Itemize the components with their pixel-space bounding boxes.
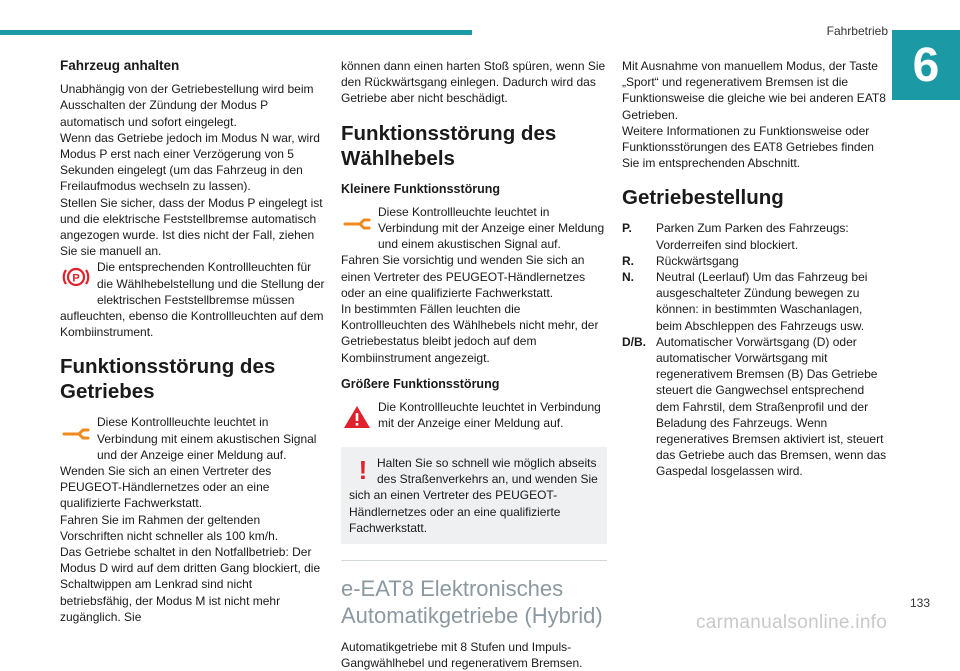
parking-brake-warning-icon bbox=[60, 261, 92, 293]
divider bbox=[341, 560, 607, 561]
paragraph: Fahren Sie im Rahmen der geltenden Vorschriften nicht schneller als 100 km/h. bbox=[60, 512, 279, 543]
column-1 bbox=[60, 58, 326, 625]
paragraph: Unabhängig von der Getriebestellung wird beim Ausschalten der Zündung der Modus P automatisch und sofort eingelegt. bbox=[60, 82, 314, 129]
column-3 bbox=[622, 58, 888, 480]
gear-text: Rückwärtsgang bbox=[656, 253, 739, 268]
heading-funktionsstoerung-getriebe: Funktionsstörung des Getriebes bbox=[60, 355, 276, 404]
gear-item bbox=[622, 220, 888, 252]
heading-getriebestellung: Getriebestellung bbox=[622, 186, 784, 210]
heading-funktionsstoerung-waehlhebel: Funktionsstörung des Wählhebels bbox=[341, 121, 557, 170]
klein-warning-note bbox=[341, 204, 607, 253]
subheading-groessere: Größere Funktionsstörung bbox=[341, 376, 500, 391]
warning-triangle-icon bbox=[341, 401, 373, 433]
gear-key: D/B. bbox=[622, 334, 646, 349]
exclamation-icon: ! bbox=[358, 455, 368, 486]
paragraph: In bestimmten Fällen leuchten die Kontrollleuchten des Wählhebels nicht mehr, der Getriebestatus bleibt jedoch auf dem Kombiinstrument angezeigt. bbox=[341, 302, 599, 365]
column-2 bbox=[341, 58, 607, 671]
gross-warning-note bbox=[341, 399, 607, 435]
chapter-tab: 6 bbox=[892, 30, 960, 100]
section-title: Fahrbetrieb bbox=[826, 24, 888, 38]
wrench-icon bbox=[341, 206, 373, 238]
gear-item bbox=[622, 253, 888, 269]
warning-box bbox=[341, 447, 607, 544]
wrench-icon bbox=[60, 416, 92, 448]
gear-item bbox=[622, 334, 888, 480]
gear-item bbox=[622, 269, 888, 334]
warning-text: Halten Sie so schnell wie möglich abseits des Straßenverkehrs an, und wenden Sie sich an einen Vertreter des PEUGEOT-Händlernetzes oder an eine qualifizierte Fachwerkstatt. bbox=[349, 456, 598, 535]
paragraph: Die Kontrollleuchte leuchtet in Verbindung mit der Anzeige einer Meldung auf. bbox=[378, 400, 601, 431]
gear-text: Neutral (Leerlauf) Um das Fahrzeug bei ausgeschalteter Zündung bewegen zu können: in bestimmten Waschanlagen, beim Abschleppen des Fahrzeugs usw. bbox=[656, 270, 868, 333]
gear-key: N. bbox=[622, 270, 634, 285]
gear-text: Parken Zum Parken des Fahrzeugs: Vorderreifen sind blockiert. bbox=[656, 221, 849, 252]
page-number: 133 bbox=[909, 596, 930, 610]
getriebe-warning-note bbox=[60, 414, 326, 463]
paragraph: Fahren Sie vorsichtig und wenden Sie sich an einen Vertreter des PEUGEOT-Händlernetzes oder an eine qualifizierte Fachwerkstatt. bbox=[341, 253, 586, 300]
gear-text: Automatischer Vorwärtsgang (D) oder automatischer Vorwärtsgang mit regenerativem Bremsen (B) Das Getriebe steuert die Gangwechsel entsprechend dem Fahrstil, dem Straßenprofil und der Beladung des Fahrzeugs. Wenn regeneratives Bremsen aktiviert ist, steuert das Getriebe auch das Bremsen, wenn das Gaspedal losgelassen wird. bbox=[656, 334, 887, 479]
paragraph: Das Getriebe schaltet in den Notfallbetrieb: Der Modus D wird auf dem dritten Gang blockiert, die Schaltwippen am Lenkrad sind nicht betriebsfähig, der Modus M ist nicht mehr zugänglich. Sie bbox=[60, 545, 321, 624]
gear-key: P. bbox=[622, 221, 632, 236]
paragraph: Diese Kontrollleuchte leuchtet in Verbindung mit der Anzeige einer Meldung und einem akustischen Signal auf. bbox=[378, 204, 605, 252]
parkbrake-note bbox=[60, 259, 326, 340]
header-accent-bar bbox=[0, 30, 472, 35]
paragraph: Stellen Sie sicher, dass der Modus P eingelegt ist und die elektrische Feststellbremse automatisch angezogen wurde. Ist dies nicht der Fall, ziehen Sie sie manuell an. bbox=[60, 195, 323, 259]
paragraph: Wenn das Getriebe jedoch im Modus N war, wird Modus P erst nach einer Verzögerung von 5 Sekunden eingelegt (um das Fahrzeug in den Freilaufmodus wechseln zu lassen). bbox=[60, 130, 320, 194]
paragraph: Mit Ausnahme von manuellem Modus, der Taste „Sport“ und regenerativem Bremsen ist die Funktionsweise die gleiche wie bei anderen EAT8 Getrieben. bbox=[622, 59, 886, 122]
heading-fahrzeug-anhalten: Fahrzeug anhalten bbox=[60, 58, 180, 73]
paragraph: Automatikgetriebe mit 8 Stufen und Impuls-Gangwählhebel und regenerativem Bremsen. bbox=[341, 640, 583, 671]
gear-key: R. bbox=[622, 253, 634, 268]
paragraph: Weitere Informationen zu Funktionsweise oder Funktionsstörungen des EAT8 Getriebes finden Sie im entsprechenden Abschnitt. bbox=[622, 123, 874, 171]
heading-e-eat8: e-EAT8 Elektronisches Automatikgetriebe (Hybrid) bbox=[341, 576, 603, 629]
paragraph: Diese Kontrollleuchte leuchtet in Verbindung mit einem akustischen Signal und der Anzeige einer Meldung auf. bbox=[97, 415, 317, 462]
svg-text:P: P bbox=[72, 272, 80, 285]
watermark: carmanualsonline.info bbox=[696, 612, 888, 633]
paragraph: Die entsprechenden Kontrollleuchten für die Wählhebelstellung und die Stellung der elektrischen Feststellbremse müssen aufleuchten, ebenso die Kontrollleuchten auf dem Kombiinstrument. bbox=[60, 260, 325, 340]
subheading-kleinere: Kleinere Funktionsstörung bbox=[341, 181, 501, 196]
paragraph: können dann einen harten Stoß spüren, wenn Sie den Rückwärtsgang einlegen. Dadurch wird das Getriebe aber nicht beschädigt. bbox=[341, 59, 606, 106]
paragraph: Wenden Sie sich an einen Vertreter des PEUGEOT-Händlernetzes oder an eine qualifizierte Fachwerkstatt. bbox=[60, 464, 272, 511]
